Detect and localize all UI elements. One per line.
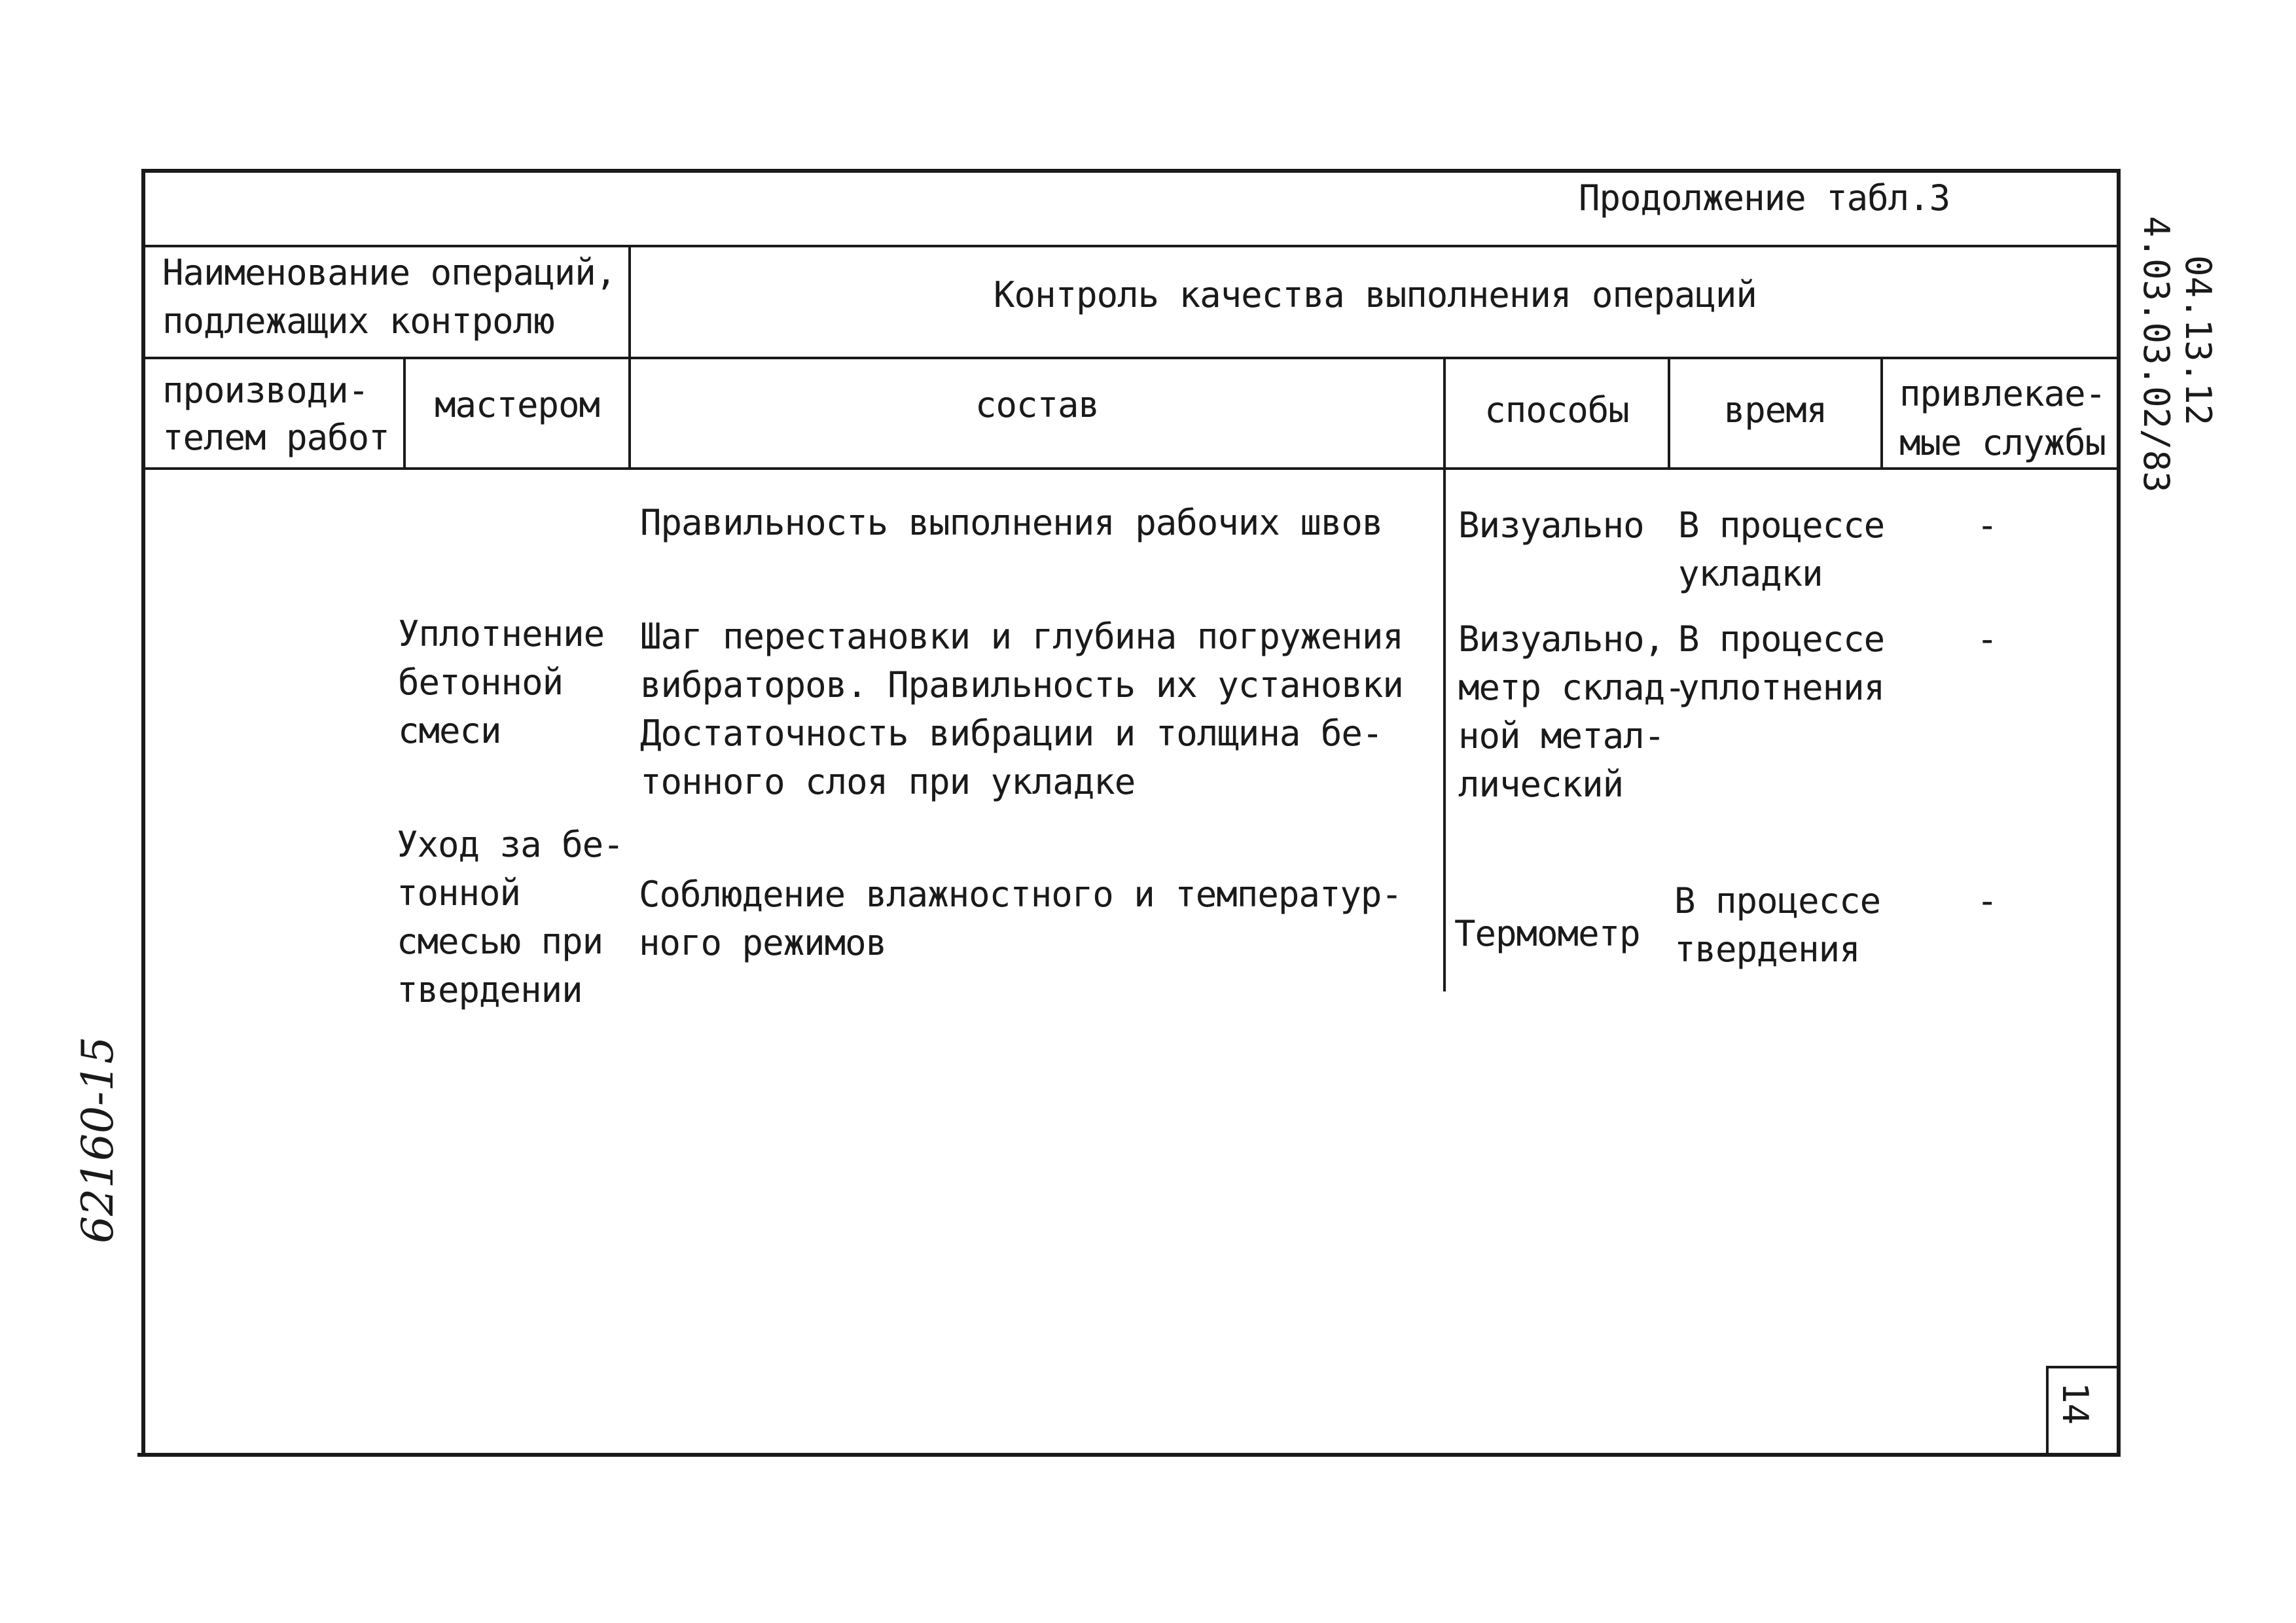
pagebox-left: [2046, 1366, 2049, 1454]
rule-caption: [143, 245, 2119, 247]
row2-composition-line2: вибраторов. Правильность их установки: [640, 664, 1403, 705]
header-col-producer-line2: телем работ: [162, 417, 389, 458]
row3-time-line2: твердения: [1674, 929, 1860, 970]
stamp-number: 62160-15: [73, 1036, 123, 1243]
row2-methods-line4: лический: [1458, 764, 1624, 805]
row2-composition-line3: Достаточность вибрации и толщина бе-: [640, 713, 1383, 754]
row3-composition-line2: ного режимов: [639, 922, 887, 963]
row3-time-line1: В процессе: [1674, 880, 1881, 921]
row2-master-line2: бетонной: [398, 662, 564, 703]
row1-time-line2: укладки: [1678, 553, 1823, 594]
row2-master-line1: Уплотнение: [398, 613, 605, 654]
row3-master-line4: твердении: [397, 969, 583, 1010]
row1-composition: Правильность выполнения рабочих швов: [640, 502, 1383, 543]
pagebox-top: [2046, 1366, 2118, 1368]
page-number: 14: [2054, 1382, 2096, 1425]
row2-methods-line2: метр склад-: [1458, 667, 1685, 708]
row2-time-line2: уплотнения: [1678, 667, 1885, 708]
row2-services: -: [1977, 618, 1998, 660]
header-col-master: мастером: [434, 384, 600, 425]
row3-methods: Термометр: [1454, 913, 1640, 954]
row1-methods: Визуально: [1458, 505, 1644, 546]
header-col-producer-line1: производи-: [162, 370, 369, 411]
rule-header-bottom: [143, 467, 2119, 470]
frame-top: [143, 169, 2121, 173]
row3-master-line3: смесью при: [397, 921, 603, 962]
frame-bottom: [137, 1453, 2121, 1457]
row1-services: -: [1977, 505, 1998, 546]
rule-v-composition: [1443, 358, 1446, 991]
frame-left: [141, 169, 145, 1457]
rule-v-time: [1880, 358, 1883, 470]
row2-composition-line4: тонного слоя при укладке: [640, 761, 1136, 802]
row1-time-line1: В процессе: [1678, 505, 1885, 546]
row3-master-line2: тонной: [397, 872, 521, 914]
table-caption: Продолжение табл.3: [1579, 177, 1950, 219]
header-col-services-line2: мые службы: [1899, 422, 2106, 463]
frame-right: [2117, 169, 2121, 1457]
header-col-services-line1: привлекае-: [1899, 373, 2106, 414]
header-names-group-line2: подлежащих контролю: [162, 300, 554, 342]
row3-composition-line1: Соблюдение влажностного и температур-: [639, 874, 1402, 915]
side-code-line1: 04.13.12: [2178, 255, 2219, 426]
row3-master-line1: Уход за бе-: [397, 824, 624, 865]
header-quality-group: Контроль качества выполнения операций: [994, 274, 1757, 315]
row2-time-line1: В процессе: [1678, 618, 1885, 660]
rule-header-group: [143, 357, 2119, 359]
row2-methods-line1: Визуально,: [1458, 618, 1665, 660]
header-col-composition: состав: [975, 384, 1100, 425]
header-col-time: время: [1723, 389, 1827, 431]
row2-methods-line3: ной метал-: [1458, 715, 1665, 757]
header-col-methods: способы: [1484, 389, 1629, 431]
row2-composition-line1: Шаг перестановки и глубина погружения: [640, 616, 1403, 657]
header-names-group-line1: Наименование операций,: [162, 252, 617, 293]
row2-master-line3: смеси: [398, 710, 501, 751]
side-code-line2: 4.03.03.02/83: [2136, 216, 2177, 493]
row3-services: -: [1977, 880, 1998, 921]
